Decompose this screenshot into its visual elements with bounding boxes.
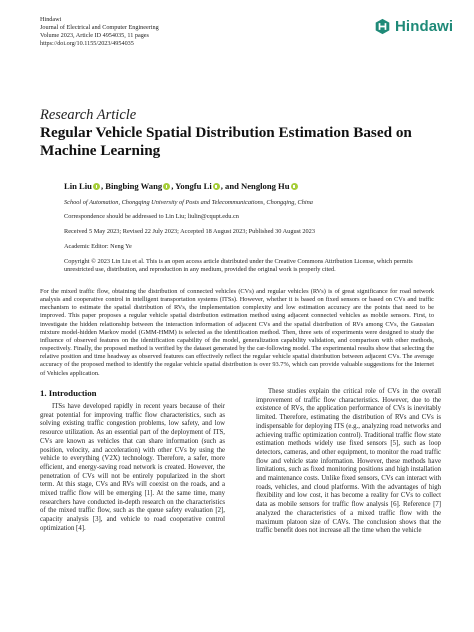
orcid-icon[interactable]	[291, 183, 298, 190]
intro-paragraph: ITSs have developed rapidly in recent years because of their great potential for improving traffic flow characteristics, such as solving existing traffic congestion problems, low safety, and low resource utilization. As an essential part of the deployment of ITS, CVs are known as vehicles that can share information (such as position, velocity, and acceleration) with other CVs by using the vehicle to everything (V2X) technology. Therefore, a safer, more efficient, and energy-saving road network is created. However, the penetration of CVs will not be entirely popularized in the short term. At this stage, CVs and RVs will coexist on the roads, and a mixed traffic flow will be emerging [1]. At the same time, many researchers have conducted in-depth research on the characteristics of the mixed traffic flow, such as the queue safety evaluation [2], capacity analysis [3], and vehicle to road cooperative control optimization [4].	[40, 403, 225, 532]
paper-title: Regular Vehicle Spatial Distribution Estimation Based on Machine Learning	[40, 124, 412, 159]
orcid-icon[interactable]	[93, 183, 100, 190]
orcid-icon[interactable]	[163, 183, 170, 190]
author-name[interactable]: Lin Liu	[64, 181, 92, 191]
logo-text: Hindawi	[395, 18, 454, 35]
academic-editor: Academic Editor: Neng Ye	[64, 243, 132, 250]
right-column	[256, 388, 441, 536]
affiliation: School of Automation, Chongqing University of Posts and Telecommunications, Chongqing, China	[64, 199, 313, 206]
article-type: Research Article	[40, 107, 137, 123]
hindawi-logo-icon	[374, 18, 391, 35]
left-column	[40, 388, 225, 534]
journal-name: Journal of Electrical and Computer Engineering	[40, 24, 159, 31]
orcid-icon[interactable]	[213, 183, 220, 190]
doi-link[interactable]: https://doi.org/10.1155/2023/4954035	[40, 40, 134, 47]
author-name[interactable]: Bingbing Wang	[105, 181, 163, 191]
correspondence: Correspondence should be addressed to Lin Liu; liulin@cqupt.edu.cn	[64, 213, 239, 220]
publication-dates: Received 5 May 2023; Revised 22 July 2023; Accepted 18 August 2023; Published 30 August 2023	[64, 228, 315, 235]
section-heading: 1. Introduction	[40, 388, 97, 398]
author-name[interactable]: Nenglong Hu	[241, 181, 290, 191]
volume-line: Volume 2023, Article ID 4954035, 11 pages	[40, 32, 149, 39]
publisher-name: Hindawi	[40, 16, 62, 23]
journal-meta	[40, 16, 159, 48]
author-name[interactable]: Yongfu Li	[175, 181, 212, 191]
abstract: For the mixed traffic flow, obtaining the distribution of connected vehicles (CVs) and regular vehicles (RVs) is of great significance for road network analysis and cooperative control in intelligent transportation systems (ITSs). However, whether it is based on fixed sensors or based on CVs and traffic mechanism to estimate the spatial distribution of RVs, the implementation complexity and low estimation accuracy are the points that need to be improved. This paper proposes a regular vehicle spatial distribution estimation method using adjacent connected vehicles as mobile sensors. First, to investigate the hidden relationship between the interaction information of adjacent CVs and the spatial distribution of RVs among CVs, the Gaussian mixture model-hidden Markov model (GMM-HMM) is selected as the identification method. Then, three sets of experiments were designed to study the influence of observed features on the identification capability of the model, generalization capability validation, and comparison with other methods, respectively. Finally, the proposed method is verified by the dataset generated by the car-following model. The experimental results show that selecting the relative position and time headway as observed features can effectively reflect the regular vehicle spatial distribution between adjacent CVs. The average accuracy of the proposed method to identify the regular vehicle spatial distribution is over 93.7%, which can provide valuable suggestions for the Internet of Vehicles application.	[40, 288, 434, 377]
publisher-logo	[374, 18, 453, 35]
copyright-notice: Copyright © 2023 Lin Liu et al. This is an open access article distributed under the Creative Commons Attribution License, which permits unrestricted use, distribution, and reproduction in any medium, provided the original work is properly cited.	[64, 258, 413, 274]
author-list: Lin Liu , Bingbing Wang , Yongfu Li , and Nenglong Hu	[64, 181, 299, 191]
intro-paragraph-continued: These studies explain the critical role of CVs in the overall improvement of traffic flow characteristics. However, due to the existence of RVs, the application performance of CVs is inevitably limited. Therefore, estimating the distribution of RVs and CVs is indispensable for deploying ITS (e.g., analyzing road networks and achieving traffic optimization control). Traditional traffic flow state estimation methods widely use fixed sensors [5], such as loop detectors, cameras, and other equipment, to monitor the road traffic flow and vehicle state information. However, these methods have limitations, such as fixed monitoring positions and high installation and maintenance costs. Unlike fixed sensors, CVs can interact with roads, vehicles, and cloud platforms. With the advantages of high flexibility and low cost, it has become a reality for CVs to collect data as mobile sensors for traffic flow analysis [6]. Reference [7] analyzed the characteristics of a mixed traffic flow with the maximum platoon size of CAVs. The conclusion shows that the traffic benefit does not increase all the time when the vehicle	[256, 388, 441, 535]
